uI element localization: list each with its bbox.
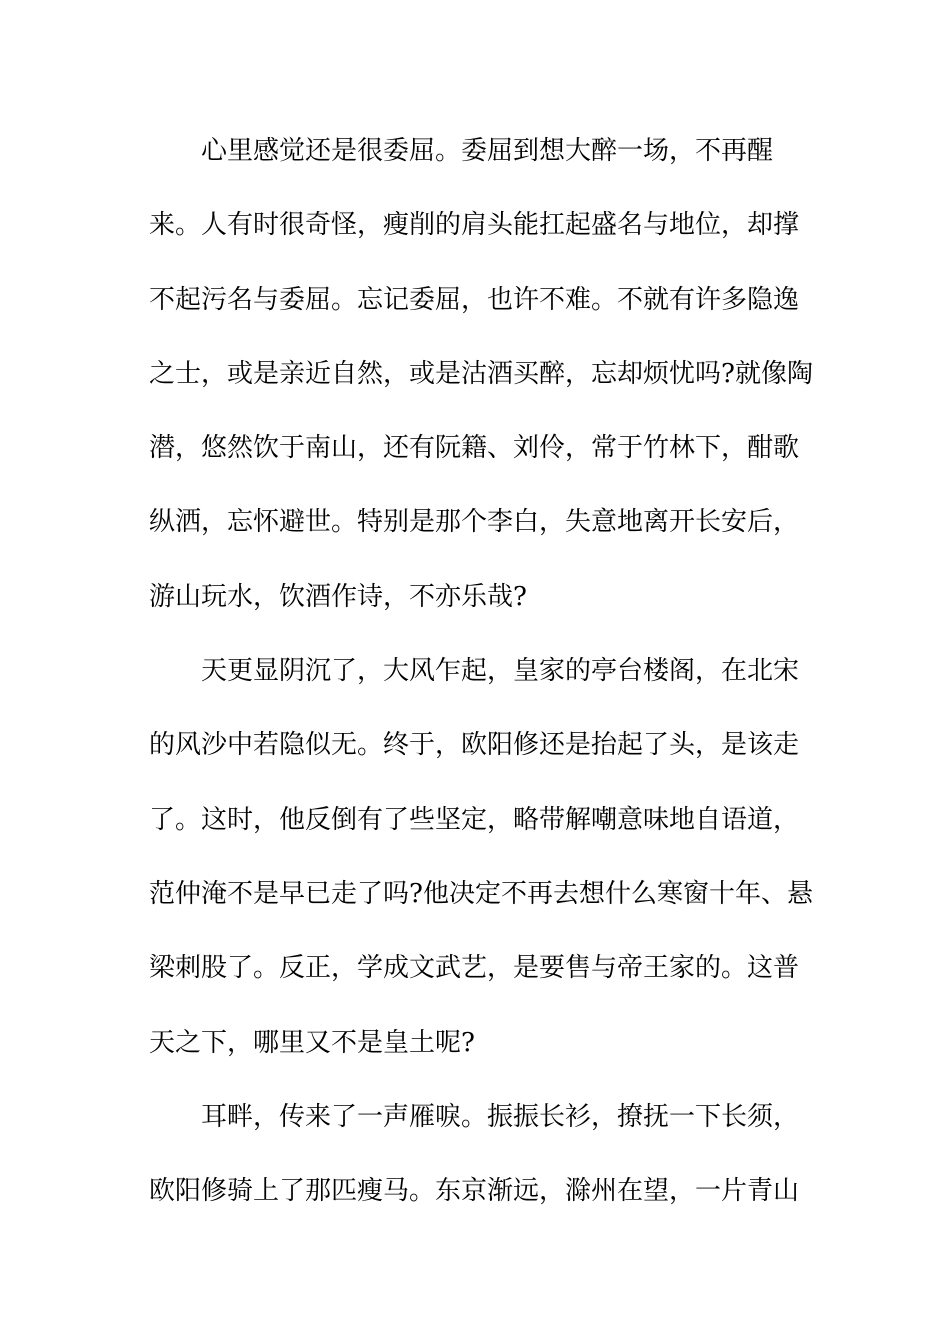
text-line: 天更显阴沉了，大风乍起，皇家的亭台楼阁，在北宋 — [201, 656, 800, 687]
text-line: 梁刺股了。反正，学成文武艺，是要售与帝王家的。这普 — [149, 953, 800, 984]
body-text — [149, 128, 813, 1242]
text-line: 心里感觉还是很委屈。委屈到想大醉一场，不再醒 — [201, 136, 774, 166]
text-line: 来。人有时很奇怪，瘦削的肩头能扛起盛名与地位，却撑 — [149, 210, 800, 241]
text-line: 耳畔，传来了一声雁唳。振振长衫，撩抚一下长须， — [201, 1101, 800, 1132]
text-line: 游山玩水，饮酒作诗，不亦乐哉? — [149, 581, 527, 612]
text-line: 的风沙中若隐似无。终于，欧阳修还是抬起了头，是该走 — [149, 730, 800, 761]
text-line: 范仲淹不是早已走了吗?他决定不再去想什么寒窗十年、悬 — [149, 878, 813, 909]
text-line: 不起污名与委屈。忘记委屈，也许不难。不就有许多隐逸 — [149, 284, 800, 315]
text-line: 欧阳修骑上了那匹瘦马。东京渐远，滁州在望，一片青山 — [149, 1176, 800, 1207]
text-line: 之士，或是亲近自然，或是沽酒买醉，忘却烦忧吗?就像陶 — [149, 358, 813, 389]
text-line: 纵洒，忘怀避世。特别是那个李白，失意地离开长安后， — [149, 507, 800, 538]
text-line: 了。这时，他反倒有了些坚定，略带解嘲意味地自语道， — [149, 804, 800, 835]
text-line: 天之下，哪里又不是皇土呢? — [149, 1027, 475, 1058]
text-line: 潜，悠然饮于南山，还有阮籍、刘伶，常于竹林下，酣歌 — [149, 433, 800, 464]
